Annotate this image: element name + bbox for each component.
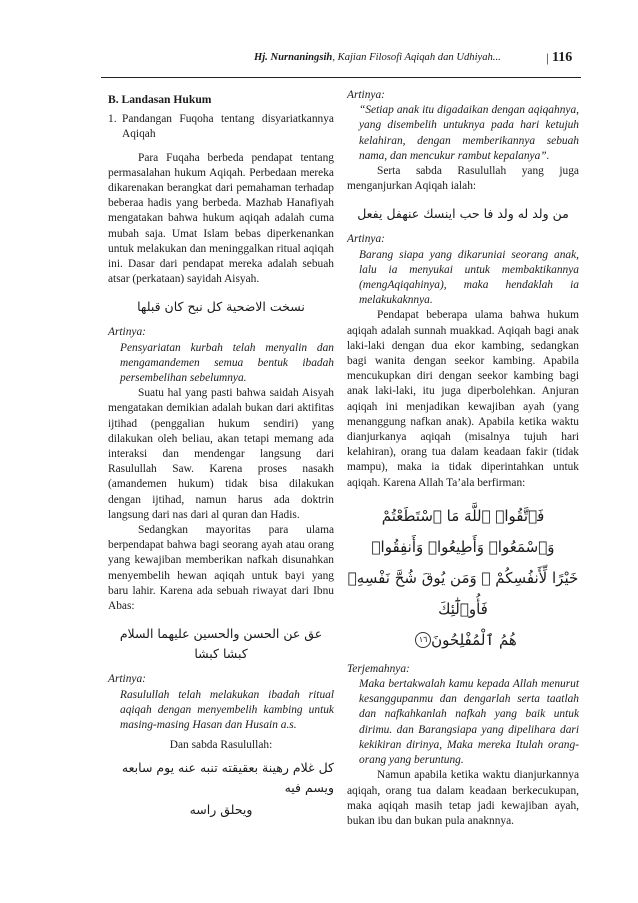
subheading-text: Pandangan Fuqoha tentang disyariatkannya Aqiqah [122, 113, 334, 141]
ayah-number-marker: ١٦ [415, 632, 431, 648]
arabic-atsar-aisyah: نسخت الاضحية كل نبح كان قبلها [137, 299, 305, 315]
arabic-hadith-line1: كل غلام رهينة بعقيقته تنبه عنه يوم سابعه ويسم فيه [121, 760, 334, 796]
translation-riwayat: Rasulullah telah melakukan ibadah ritual aqiqah dengan menyembelih kambing untuk masing-masing Hasan dan Husain a.s. [120, 688, 334, 731]
page-number: 116 [552, 50, 573, 65]
translation-anjuran: Barang siapa yang dikaruniai seorang anak, lalu ia menyukai untuk membaktikannya (mengAqiqahinya), maka hendaklah ia melakukaknnya. [359, 248, 579, 307]
paragraph-fuqaha: Para Fuqaha berbeda pendapat tentang permasalahan hukum Aqiqah. Perbedaan mereka dikarenakan berangkat dari pemahaman terhadap beberaa hadis yang berbeda. Mazhab Hanafiyah mengatakan bahwa hukum aqiqah adalah cuma mubah saja. Umat Islam bebas diperkenankan untuk melakukan dan meninggalkan ritual aqiqah ini. Dasar dari pendapat mereka adalah sebuah atsar (perkataan) sayidah Aisyah. [108, 151, 334, 286]
translation-atsar: Pensyariatan kurbah telah menyalin dan mengamandemen semua bentuk ibadah persembelihan sebelumnya. [120, 341, 334, 385]
running-title [254, 52, 501, 63]
header-author: Hj. Nurnaningsih [254, 52, 333, 63]
arabic-riwayat-ibnu-abas: عق عن الحسن والحسين عليهما السلام كبشا كبشا [119, 626, 323, 662]
header-book-title: Kajian Filosofi Aqiqah dan Udhiyah... [337, 52, 501, 63]
header-pipe: | [546, 50, 549, 65]
quran-verse-text: هُمُ ٱلْمُفْلِحُونَ [431, 630, 517, 649]
translation-hadith: “Setiap anak itu digadaikan dengan aqiqahnya, yang disembelih untuknya pada hari ketujuh kelahiran, dengan memberikannya sebuah nama, dan mencukur rambut kepalanya”. [359, 104, 579, 162]
paragraph-sunnah-muakkad: Pendapat beberapa ulama bahwa hukum aqiqah adalah sunnah muakkad. Aqiqah bagi anak laki-laki dengan dua ekor kambing, sedangkan bagi wanita dengan seekor kambing. Apabila mencukupkan diri dengan seekor kambing bagi anak laki-laki, itu juga diperbolehkan. Anjuran aqiqah ini menjadikan kewajiban ayah (yang menanggung nafkan anak). Apabila ketika waktu dianjurkanya aqiqah (misalnya tujuh hari kelahiran), orang tua dalam keadaan fakir (tidak mampu), maka ia tidak diperintahkan untuk aqiqah. Karena Allah Ta’ala berfirman: [347, 309, 579, 489]
quran-verse-line2: خَيْرًا لِّأَنفُسِكُمْ ۗ وَمَن يُوقَ شُحَّ نَفْسِهِۦ فَأُو۟لَٰٓئِكَ [347, 568, 579, 618]
translation-quran: Maka bertakwalah kamu kepada Allah menurut kesanggupanmu dan dengarlah serta taatlah dan nafkahkanlah nafkah yang baik untuk dirimu. dan Barangsiapa yang dipelihara dari kekikiran dirinya, Maka mereka Itulah orang-orang yang beruntung. [359, 678, 579, 767]
arabic-hadith-anjuran: من ولد له ولد فا حب اينسك عنهفل يفعل [357, 206, 569, 222]
paragraph-sabda: Serta sabda Rasulullah yang juga menganjurkan Aqiqah ialah: [347, 165, 579, 193]
running-header [254, 50, 584, 72]
section-heading: B. Landasan Hukum [108, 93, 212, 106]
terjemahnya-label: Terjemahnya: [347, 662, 410, 675]
left-column [108, 88, 334, 820]
paragraph-ijtihad: Suatu hal yang pasti bahwa saidah Aisyah mengatakan demikian adalah bukan dari aktifitas ijtihad (penggalian hukum sendiri) yang dilakukan oleh beliau, akan tetapi memang ada interaksi dan mendengar langsung dari Rasulullah Saw. Karena proses nasakh (amandemen hukum) tidak bisa dilakukan dengan ijtihad, namun harus ada doktrin langsung dari nas dari al quran dan Hadis. [108, 387, 334, 521]
paragraph-mayoritas: Sedangkan mayoritas para ulama berpendapat bahwa bagi seorang ayah atau orang yang kewajiban memberikan nafkah disunahkan menyembelih hewan aqiqah untuk bayi yang baru lahir. Karena ada sebuah riwayat dari Ibnu Abas: [108, 524, 334, 613]
subheading-number: 1. [108, 113, 117, 126]
header-separator: , [332, 52, 338, 63]
arabic-hadith-line2: ويحلق راسه [189, 802, 253, 818]
artinya-label: Artinya: [347, 233, 385, 246]
sabda-intro: Dan sabda Rasulullah: [169, 739, 273, 752]
artinya-label: Artinya: [108, 673, 146, 686]
artinya-label: Artinya: [108, 326, 146, 339]
quran-verse-line1: فَٱتَّقُوا۟ ٱللَّهَ مَا ٱسْتَطَعْتُمْ وَٱسْمَعُوا۟ وَأَطِيعُوا۟ وَأَنفِقُوا۟ [371, 506, 555, 556]
artinya-label: Artinya: [347, 89, 385, 101]
header-rule [101, 77, 581, 78]
right-column [347, 88, 579, 829]
paragraph-berkecukupan: Namun apabila ketika waktu dianjurkannya aqiqah, orang tua dalam keadaan berkecukupan, maka aqiqah masih tetap jadi kewajiban ayah, bukan ibu dan bukan pula anaknnya. [347, 769, 579, 827]
quran-verse-line3 [347, 625, 579, 656]
numbered-subheading [108, 112, 334, 142]
